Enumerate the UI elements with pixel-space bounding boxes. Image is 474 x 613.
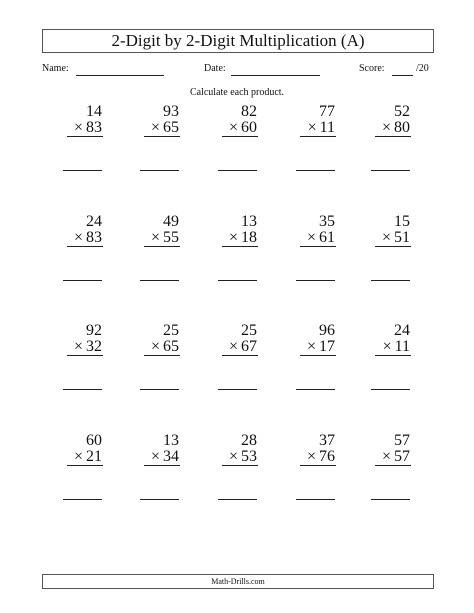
multiplier-line <box>300 120 336 137</box>
times-sign: × <box>381 448 391 465</box>
multiplier: 11 <box>319 119 335 136</box>
multiplicand: 13 <box>241 213 257 230</box>
multiplier: 55 <box>163 229 179 246</box>
multiplicand: 52 <box>394 103 410 120</box>
answer-line[interactable] <box>140 280 179 281</box>
times-sign: × <box>381 119 391 136</box>
multiplier-line <box>144 120 180 137</box>
times-sign: × <box>150 229 160 246</box>
multiplier: 80 <box>394 119 410 136</box>
multiplier: 61 <box>319 229 335 246</box>
problem-9 <box>276 214 336 247</box>
multiplier: 32 <box>86 338 102 355</box>
multiplier: 83 <box>86 229 102 246</box>
times-sign: × <box>228 338 238 355</box>
problem-3 <box>198 104 258 137</box>
answer-line[interactable] <box>296 170 335 171</box>
problem-20 <box>351 433 411 466</box>
multiplicand: 60 <box>86 432 102 449</box>
multiplier-line <box>375 339 411 356</box>
problem-4 <box>276 104 336 137</box>
problem-8 <box>198 214 258 247</box>
score-field-line[interactable] <box>392 75 413 76</box>
answer-line[interactable] <box>296 280 335 281</box>
multiplier: 65 <box>163 338 179 355</box>
problem-18 <box>198 433 258 466</box>
multiplier-line <box>222 449 258 466</box>
problem-5 <box>351 104 411 137</box>
problem-10 <box>351 214 411 247</box>
answer-line[interactable] <box>371 280 410 281</box>
times-sign: × <box>73 338 83 355</box>
multiplier-line <box>67 339 103 356</box>
times-sign: × <box>381 229 391 246</box>
times-sign: × <box>228 119 238 136</box>
problem-16 <box>43 433 103 466</box>
multiplicand: 28 <box>241 432 257 449</box>
multiplicand: 13 <box>163 432 179 449</box>
multiplier: 57 <box>394 448 410 465</box>
multiplier: 65 <box>163 119 179 136</box>
multiplier-line <box>67 449 103 466</box>
multiplicand: 96 <box>319 322 335 339</box>
multiplier-line <box>300 339 336 356</box>
multiplier: 76 <box>319 448 335 465</box>
date-field-line[interactable] <box>231 75 320 76</box>
multiplier-line <box>375 230 411 247</box>
multiplier-line <box>300 230 336 247</box>
times-sign: × <box>306 338 316 355</box>
multiplicand: 49 <box>163 213 179 230</box>
times-sign: × <box>228 229 238 246</box>
problem-17 <box>120 433 180 466</box>
multiplier: 51 <box>394 229 410 246</box>
multiplicand: 77 <box>319 103 335 120</box>
multiplier: 18 <box>241 229 257 246</box>
times-sign: × <box>73 448 83 465</box>
answer-line[interactable] <box>218 389 257 390</box>
times-sign: × <box>307 119 317 136</box>
answer-line[interactable] <box>371 389 410 390</box>
multiplier-line <box>222 230 258 247</box>
multiplier: 67 <box>241 338 257 355</box>
instructions: Calculate each product. <box>189 87 285 98</box>
name-label: Name: <box>42 63 69 74</box>
score-label: Score: <box>359 63 385 74</box>
multiplier: 21 <box>86 448 102 465</box>
problem-14 <box>276 323 336 356</box>
multiplier: 17 <box>319 338 335 355</box>
multiplicand: 82 <box>241 103 257 120</box>
multiplicand: 25 <box>163 322 179 339</box>
multiplicand: 24 <box>394 322 410 339</box>
answer-line[interactable] <box>63 170 102 171</box>
problem-1 <box>43 104 103 137</box>
answer-line[interactable] <box>140 170 179 171</box>
problem-2 <box>120 104 180 137</box>
multiplier: 60 <box>241 119 257 136</box>
times-sign: × <box>228 448 238 465</box>
answer-line[interactable] <box>63 499 102 500</box>
multiplier-line <box>375 120 411 137</box>
multiplier-line <box>375 449 411 466</box>
times-sign: × <box>306 229 316 246</box>
name-field-line[interactable] <box>76 75 164 76</box>
answer-line[interactable] <box>296 389 335 390</box>
multiplicand: 14 <box>86 103 102 120</box>
multiplicand: 15 <box>394 213 410 230</box>
worksheet-title: 2-Digit by 2-Digit Multiplication (A) <box>42 29 434 53</box>
answer-line[interactable] <box>218 499 257 500</box>
multiplicand: 35 <box>319 213 335 230</box>
footer-credit: Math-Drills.com <box>42 574 434 589</box>
answer-line[interactable] <box>218 280 257 281</box>
problem-12 <box>120 323 180 356</box>
multiplier-line <box>144 230 180 247</box>
problem-15 <box>351 323 411 356</box>
times-sign: × <box>150 119 160 136</box>
answer-line[interactable] <box>296 499 335 500</box>
times-sign: × <box>73 119 83 136</box>
times-sign: × <box>73 229 83 246</box>
multiplier-line <box>67 120 103 137</box>
problem-6 <box>43 214 103 247</box>
problem-13 <box>198 323 258 356</box>
answer-line[interactable] <box>140 499 179 500</box>
score-total: /20 <box>416 63 429 74</box>
multiplicand: 93 <box>163 103 179 120</box>
multiplier: 11 <box>394 338 410 355</box>
multiplicand: 24 <box>86 213 102 230</box>
times-sign: × <box>150 448 160 465</box>
times-sign: × <box>382 338 392 355</box>
answer-line[interactable] <box>63 389 102 390</box>
multiplier: 34 <box>163 448 179 465</box>
times-sign: × <box>150 338 160 355</box>
multiplier: 83 <box>86 119 102 136</box>
multiplicand: 25 <box>241 322 257 339</box>
multiplier-line <box>300 449 336 466</box>
multiplier: 53 <box>241 448 257 465</box>
problem-7 <box>120 214 180 247</box>
answer-line[interactable] <box>218 170 257 171</box>
multiplier-line <box>144 449 180 466</box>
multiplier-line <box>67 230 103 247</box>
multiplicand: 92 <box>86 322 102 339</box>
multiplicand: 37 <box>319 432 335 449</box>
answer-line[interactable] <box>140 389 179 390</box>
multiplier-line <box>222 339 258 356</box>
multiplier-line <box>222 120 258 137</box>
times-sign: × <box>306 448 316 465</box>
answer-line[interactable] <box>63 280 102 281</box>
answer-line[interactable] <box>371 170 410 171</box>
multiplier-line <box>144 339 180 356</box>
multiplicand: 57 <box>394 432 410 449</box>
date-label: Date: <box>204 63 226 74</box>
problem-19 <box>276 433 336 466</box>
problem-11 <box>43 323 103 356</box>
answer-line[interactable] <box>371 499 410 500</box>
